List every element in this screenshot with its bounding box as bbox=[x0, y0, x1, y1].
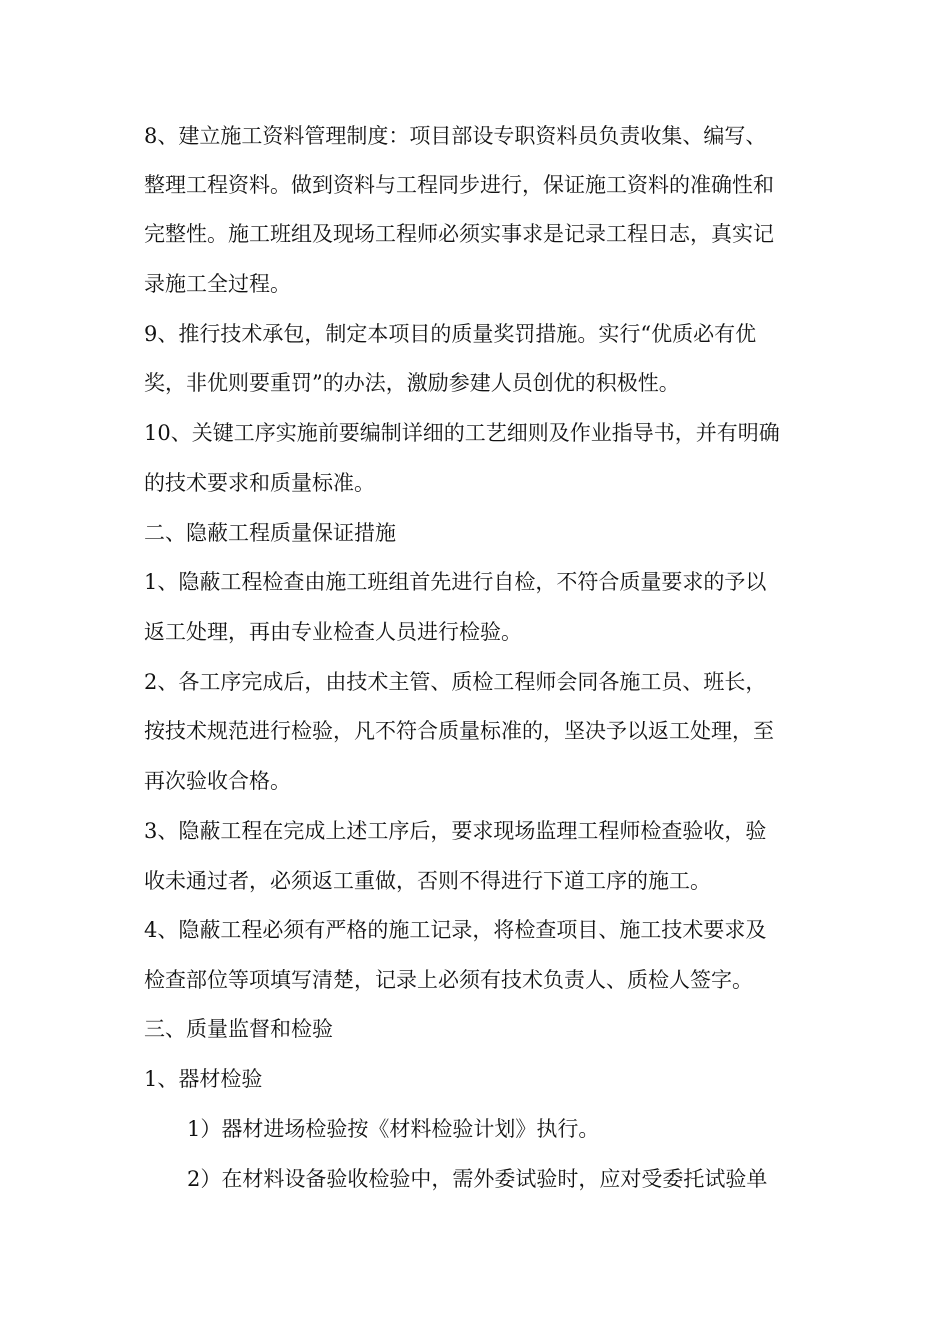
text-line: 3、隐蔽工程在完成上述工序后，要求现场监理工程师检查验收，验 bbox=[144, 819, 767, 843]
text-line: 按技术规范进行检验，凡不符合质量标准的，坚决予以返工处理，至 bbox=[144, 719, 774, 743]
text-line: 收未通过者，必须返工重做，否则不得进行下道工序的施工。 bbox=[144, 869, 711, 893]
text-line: 奖，非优则要重罚”的办法，激励参建人员创优的积极性。 bbox=[144, 371, 680, 395]
text-line: 2、各工序完成后，由技术主管、质检工程师会同各施工员、班长， bbox=[144, 670, 767, 694]
section-heading: 三、质量监督和检验 bbox=[144, 1017, 333, 1041]
text-line: 8、建立施工资料管理制度：项目部设专职资料员负责收集、编写、 bbox=[144, 124, 767, 148]
text-line: 4、隐蔽工程必须有严格的施工记录，将检查项目、施工技术要求及 bbox=[144, 918, 767, 942]
text-line: 返工处理，再由专业检查人员进行检验。 bbox=[144, 620, 522, 644]
text-line: 完整性。施工班组及现场工程师必须实事求是记录工程日志，真实记 bbox=[144, 222, 774, 246]
text-line: 再次验收合格。 bbox=[144, 769, 291, 793]
list-item: 1）器材进场检验按《材料检验计划》执行。 bbox=[187, 1117, 600, 1141]
text-line: 9、推行技术承包，制定本项目的质量奖罚措施。实行“优质必有优 bbox=[144, 322, 757, 346]
text-line: 1、隐蔽工程检查由施工班组首先进行自检，不符合质量要求的予以 bbox=[144, 570, 767, 594]
section-heading: 二、隐蔽工程质量保证措施 bbox=[144, 521, 396, 545]
text-line: 10、关键工序实施前要编制详细的工艺细则及作业指导书，并有明确 bbox=[144, 421, 780, 445]
list-item: 2）在材料设备验收检验中，需外委试验时，应对受委托试验单 bbox=[187, 1167, 768, 1191]
text-line: 整理工程资料。做到资料与工程同步进行，保证施工资料的准确性和 bbox=[144, 173, 774, 197]
subsection-heading: 1、器材检验 bbox=[144, 1067, 263, 1091]
text-line: 的技术要求和质量标准。 bbox=[144, 471, 375, 495]
text-line: 检查部位等项填写清楚，记录上必须有技术负责人、质检人签字。 bbox=[144, 968, 753, 992]
text-line: 录施工全过程。 bbox=[144, 272, 291, 296]
